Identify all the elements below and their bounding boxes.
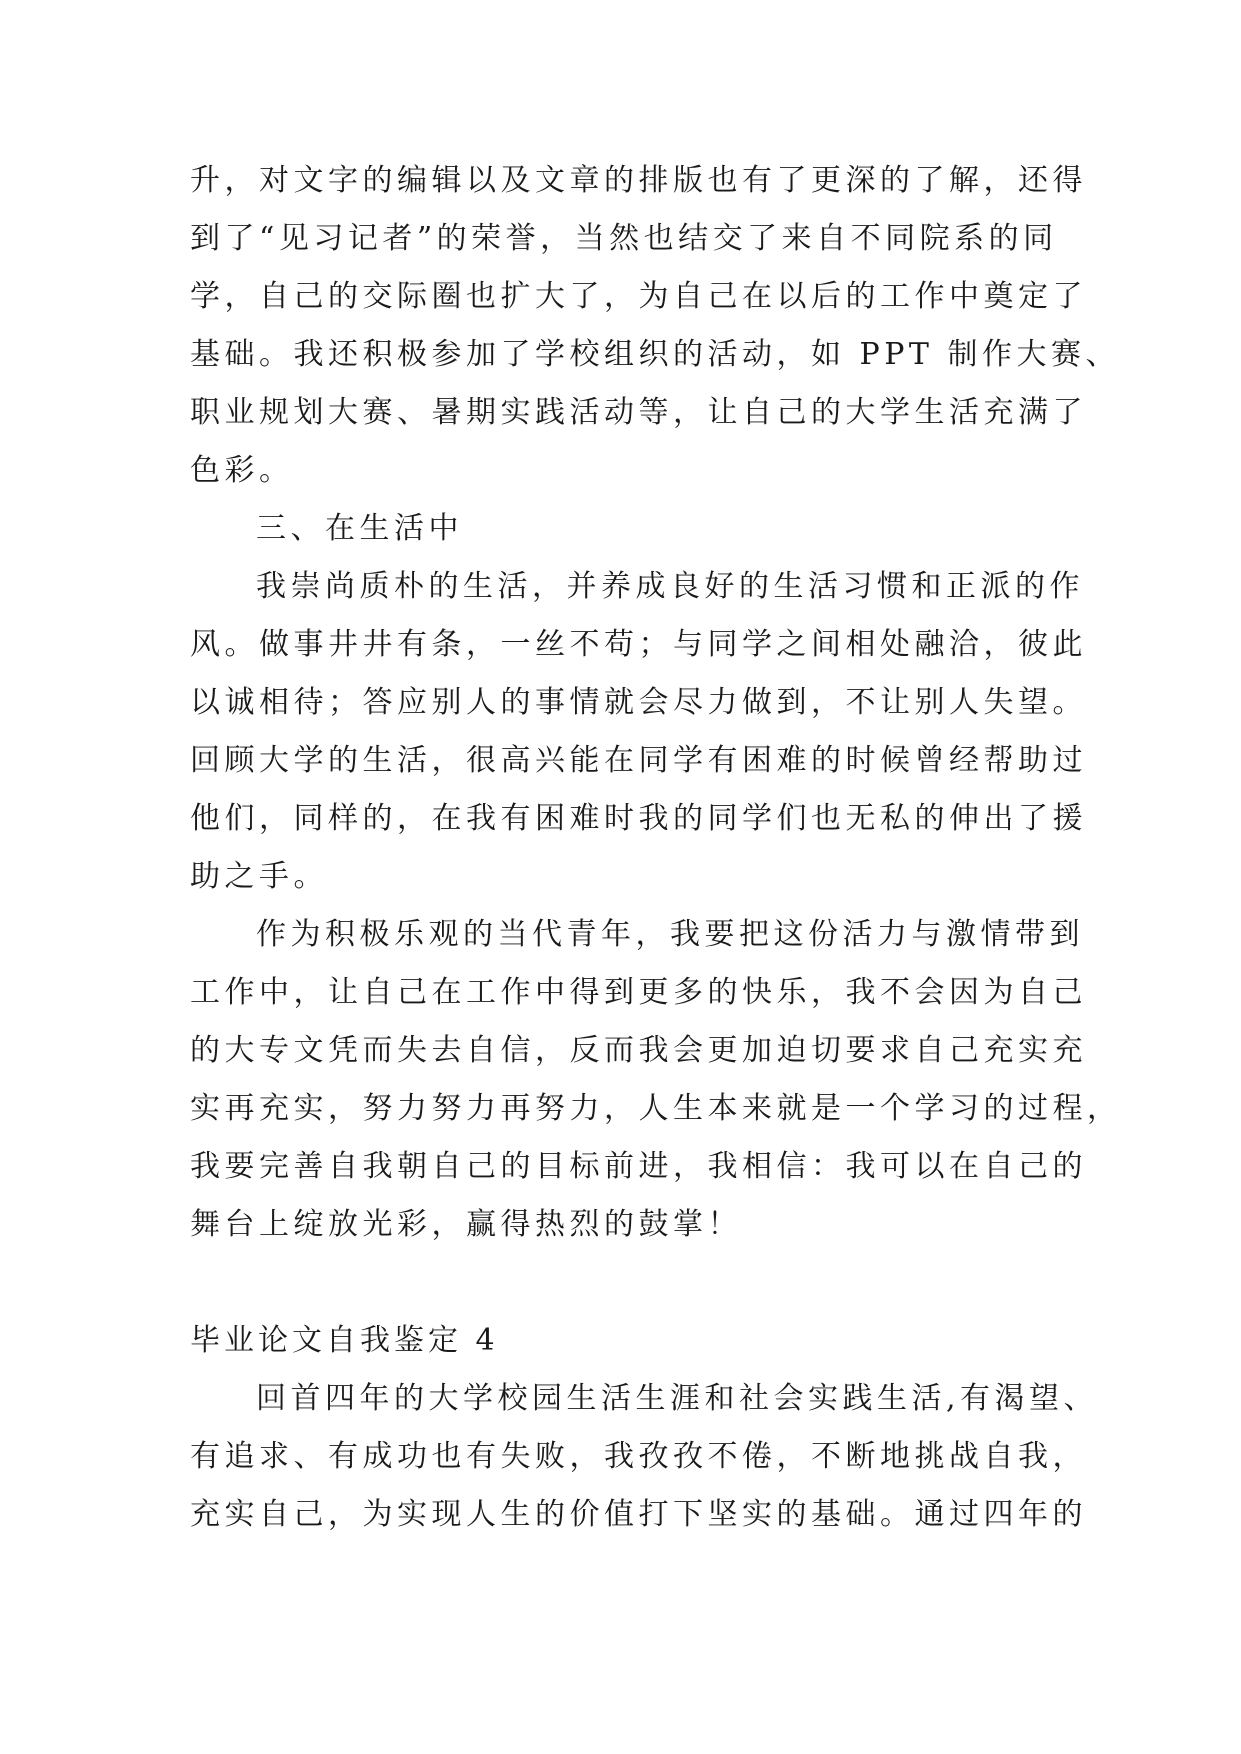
text-line: 有追求、有成功也有失败，我孜孜不倦，不断地挑战自我， [190,1439,1087,1474]
text-line: 职业规划大赛、暑期实践活动等，让自己的大学生活充满了 [190,395,1087,430]
text-line: 我崇尚质朴的生活，并养成良好的生活习惯和正派的作 [256,569,1084,604]
text-line: 作为积极乐观的当代青年，我要把这份活力与激情带到 [256,917,1084,952]
text-line: 以诚相待；答应别人的事情就会尽力做到，不让别人失望。 [190,685,1087,720]
paragraph-review [190,1370,1099,1544]
text-line: 他们，同样的，在我有困难时我的同学们也无私的伸出了援 [190,801,1087,836]
text-line: 我要完善自我朝自己的目标前进，我相信：我可以在自己的 [190,1149,1087,1184]
text-line: 工作中，让自己在工作中得到更多的快乐，我不会因为自己 [190,975,1087,1010]
text-line: 舞台上绽放光彩，赢得热烈的鼓掌！ [190,1207,742,1242]
text-line: 学，自己的交际圈也扩大了，为自己在以后的工作中奠定了 [190,279,1087,314]
text-line: 升，对文字的编辑以及文章的排版也有了更深的了解，还得 [190,163,1087,198]
text-line: 的大专文凭而失去自信，反而我会更加迫切要求自己充实充 [190,1033,1087,1068]
text-line: 风。做事井井有条，一丝不苟；与同学之间相处融洽，彼此 [190,627,1087,662]
document-body [190,152,1122,1544]
paragraph-life [190,558,1087,906]
text-line: 色彩。 [190,453,294,488]
text-line: 实再充实，努力努力再努力，人生本来就是一个学习的过程， [190,1091,1122,1126]
text-line: 基础。我还积极参加了学校组织的活动，如 PPT 制作大赛、 [190,337,1120,372]
text-line: 回顾大学的生活，很高兴能在同学有困难的时候曾经帮助过 [190,743,1087,778]
paragraph-organizations-continued [190,152,1120,500]
text-line: 充实自己，为实现人生的价值打下坚实的基础。通过四年的 [190,1497,1087,1532]
text-line: 助之手。 [190,859,328,894]
text-line: 回首四年的大学校园生活生涯和社会实践生活,有渴望、 [256,1381,1099,1416]
text-line: 到了“见习记者”的荣誉，当然也结交了来自不同院系的同 [190,221,1058,256]
article-title: 毕业论文自我鉴定 4 [190,1323,499,1358]
section-heading: 三、在生活中 [256,511,463,546]
paragraph-outlook [190,906,1122,1254]
paragraph-spacer [190,1254,1070,1312]
